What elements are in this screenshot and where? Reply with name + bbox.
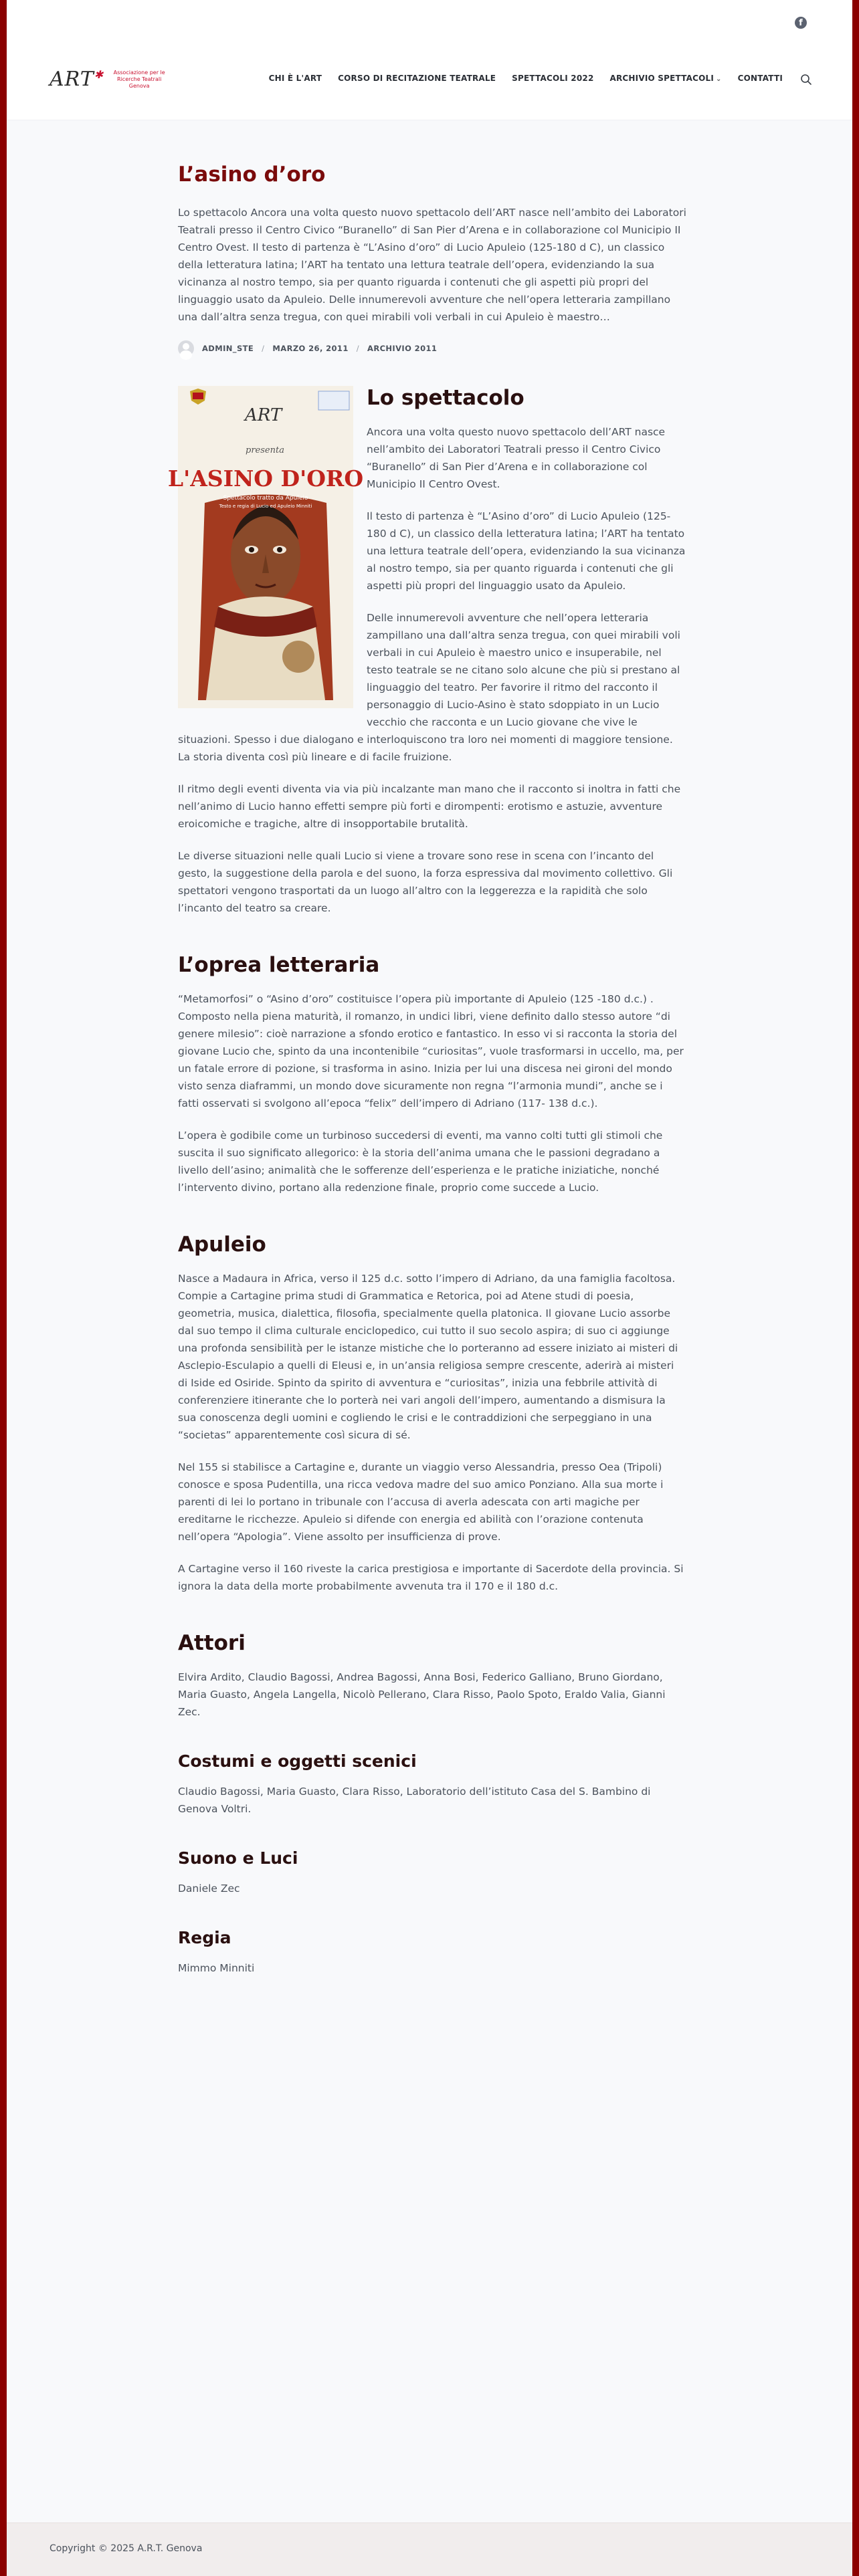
paragraph: A Cartagine verso il 160 riveste la carica prestigiosa e importante di Sacerdote della provincia. Si ignora la data della morte probabilmente avvenuta tra il 170 e il 180 d.c. [178, 1563, 684, 1592]
paragraph: “Metamorfosi” o “Asino d’oro” costituisce l’opera più importante di Apuleio (125 -180 d.c.) . Composto nella piena maturità, il romanzo, in undici libri, viene definito dallo stesso autore “di genere milesio”: cioè narrazione a sfondo erotico e fantastico. In esso vi si racconta la storia del giovane Lucio che, spinto da una incontenibile “curiositas”, vuole trasformarsi in uccello, ma, per un fatale errore di pozione, si trasforma in asino. Inizia per lui una discesa nei gironi del mondo visto senza diaframmi, un mondo dove sicuramente non regna “l’armonia mundi”, anche se i fatti osservati si svolgono all’epoca “felix” dell’impero di Adriano (117- 138 d.c.). [178, 993, 684, 1109]
paragraph: Nasce a Madaura in Africa, verso il 125 d.c. sotto l’impero di Adriano, da una famiglia facoltosa. Compie a Cartagine prima studi di Grammatica e Retorica, poi ad Atene studi di poesia, geometria, musica, dialettica, filosofia, specialmente quella platonica. Il giovane Lucio assorbe dal suo tempo il clima culturale enciclopedico, cui tutto il suo secolo aspira; di suo ci aggiunge una profonda sensibilità per le istanze mistiche che lo porteranno ad essere iniziato ai misteri di Asclepio-Esculapio a quelli di Eleusi e, in un’ansia religiosa sempre crescente, aderirà ai misteri di Iside ed Osiride. Spinto da spirito di avventura e “curiositas”, inizia una febbrile attività di conferenziere itinerante che lo porterà nei vari angoli dell’impero, aumentando a dismisura la sua conoscenza degli uomini e cogliendo le crisi e le contraddizioni che serpeggiano in una “societas” apparentemente così sicura di sé. [178, 1273, 678, 1441]
nav-item-corso-recitazione[interactable]: CORSO DI RECITAZIONE TEATRALE [338, 74, 496, 83]
section-heading-attori: Attori [178, 1631, 246, 1655]
paragraph: Le diverse situazioni nelle quali Lucio si viene a trovare sono rese in scena con l’incanto del gesto, la suggestione della parola e del suono, la forza espressiva dal movimento collettivo. Gli spettatori vengono trasportati da un luogo all’altro con la leggerezza e la rapidità che solo l’incanto del teatro sa creare. [178, 850, 673, 914]
post-category[interactable]: ARCHIVIO 2011 [367, 344, 438, 353]
nav-item-spettacoli-2022[interactable]: SPETTACOLI 2022 [512, 74, 594, 83]
director-credits: Mimmo Minniti [178, 1962, 255, 1974]
poster-title: L'ASINO D'ORO [167, 465, 364, 492]
show-poster-image [167, 386, 364, 708]
paragraph: Il ritmo degli eventi diventa via via più incalzante man mano che il racconto si inoltra in fatti che nell’animo di Lucio hanno effetti sempre più forti e dirompenti: erotismo e astuzie, avventure eroicomiche e tragiche, altre di insopportabile brutalità. [178, 783, 681, 830]
section-heading-costumi: Costumi e oggetti scenici [178, 1751, 417, 1771]
nav-item-archivio-spettacoli[interactable] [610, 74, 722, 83]
main-nav [269, 74, 783, 83]
section-heading-suono-luci: Suono e Luci [178, 1848, 298, 1868]
paragraph: Ancora una volta questo nuovo spettacolo dell’ART nasce nell’ambito dei Laboratori Teatrali presso il Centro Civico “Buranello” di San Pier d’Arena e in collaborazione col Municipio II Centro Ovest. [367, 426, 666, 490]
article-excerpt: Lo spettacolo Ancora una volta questo nuovo spettacolo dell’ART nasce nell’ambito dei Laboratori Teatrali presso il Centro Civico “Buranello” di San Pier d’Arena e in collaborazione col Municipio II Centro Ovest. Il testo di partenza è “L’Asino d’oro” di Lucio Apuleio (125-180 d C), un classico della letteratura latina; l’ART ha tentato una lettura teatrale dell’opera, evidenziando la sua vicinanza al nostro tempo, sia per quanto riguarda i contenuti che gli aspetti più propri del linguaggio usato da Apuleio. Delle innumerevoli avventure che nell’opera letteraria zampillano una dall’altra senza tregua, con quei mirabili voli verbali in cui Apuleio è maestro… [178, 207, 686, 323]
paragraph: Nel 155 si stabilisce a Cartagine e, durante un viaggio verso Alessandria, presso Oea (Tripoli) conosce e sposa Pudentilla, una ricca vedova madre del suo amico Ponziano. Alla sua morte i parenti di lei lo portano in tribunale con l’accusa di averla adescata con arti magiche per ereditarne le ricchezze. Apuleio si difende con energia ed abilità con l’orazione contenuta nell’opera “Apologia”. Viene assolto per insufficienza di prove. [178, 1461, 664, 1543]
page-frame [7, 0, 852, 2576]
section-heading-spettacolo: Lo spettacolo [367, 386, 524, 410]
paragraph: L’opera è godibile come un turbinoso succedersi di eventi, ma vanno colti tutti gli stimoli che suscita il suo significato allegorico: è la storia dell’anima umana che le passioni degradano a livello dell’asino; animalità che le sofferenze dell’esperienza e le pratiche iniziatiche, nonché l’intervento divino, portano alla redenzione finale, proprio come succede a Lucio. [178, 1130, 663, 1194]
copyright-text: Copyright © 2025 A.R.T. Genova [50, 2543, 203, 2554]
section-heading-apuleio: Apuleio [178, 1232, 266, 1257]
meta-separator: / [356, 344, 360, 353]
nav-item-archivio-label: ARCHIVIO SPETTACOLI [609, 74, 714, 83]
actors-list: Elvira Ardito, Claudio Bagossi, Andrea Bagossi, Anna Bosi, Federico Galliano, Bruno Giordano, Maria Guasto, Angela Langella, Nicolò Pellerano, Clara Risso, Paolo Spoto, Eraldo Valia, Gianni Zec. [178, 1671, 666, 1718]
post-author[interactable]: ADMIN_STE [202, 344, 254, 353]
avatar [178, 340, 194, 356]
site-logo[interactable] [50, 68, 167, 91]
svg-text:ART: ART [245, 405, 282, 425]
search-icon[interactable] [800, 74, 812, 86]
top-bar [7, 0, 852, 47]
paragraph: Delle innumerevoli avventure che nell’opera letteraria zampillano una dall’altra senza tregua, con quei mirabili voli verbali in cui Apuleio è maestro unico e insuperabile, nel testo teatrale se ne citano solo alcune che più si prestano al linguaggio del teatro. Per favorire il ritmo del racconto il personaggio di Lucio-Asino è stato sdoppiato in un Lucio vecchio che racconta e un Lucio giovane che vive le situazioni. Spesso i due dialogano e interloquiscono tra loro nei momenti di maggiore tensione. La storia diventa così più lineare e di facile fruizione. [178, 612, 680, 763]
site-footer [7, 2523, 852, 2576]
poster-heading: presenta [246, 445, 284, 455]
article [167, 163, 686, 1992]
logo-tagline: Associazione per le Ricerche Teatrali Genova [113, 69, 165, 89]
poster-graphic [167, 386, 364, 708]
facebook-icon[interactable]: f [795, 17, 807, 29]
poster-subtitle: Spettacolo tratto da Apuleio [223, 495, 308, 502]
post-meta [178, 340, 686, 356]
chevron-down-icon: ⌄ [716, 76, 722, 83]
paragraph: Il testo di partenza è “L’Asino d’oro” di Lucio Apuleio (125-180 d C), un classico della letteratura latina; l’ART ha tentato una lettura teatrale dell’opera, evidenziando la sua vicinanza al nostro tempo, sia per quanto riguarda i contenuti che gli aspetti più propri del linguaggio usato da Apuleio. [367, 510, 686, 592]
poster-credit: Testo e regia di Lucio ed Apuleio Minniti [219, 504, 312, 509]
site-header [7, 47, 852, 120]
section-heading-opera: L’oprea letteraria [178, 953, 380, 977]
nav-item-contatti[interactable]: CONTATTI [737, 74, 783, 83]
page-title: L’asino d’oro [178, 163, 326, 187]
sound-lights-credits: Daniele Zec [178, 1883, 240, 1895]
logo-mark: ART✱ [50, 68, 104, 91]
section-heading-regia: Regia [178, 1928, 231, 1947]
meta-separator: / [262, 344, 265, 353]
nav-item-chi-e-lart[interactable]: CHI È L'ART [268, 74, 322, 83]
post-date[interactable]: MARZO 26, 2011 [272, 344, 349, 353]
costumes-credits: Claudio Bagossi, Maria Guasto, Clara Risso, Laboratorio dell’istituto Casa del S. Bambino di Genova Voltri. [178, 1786, 651, 1815]
